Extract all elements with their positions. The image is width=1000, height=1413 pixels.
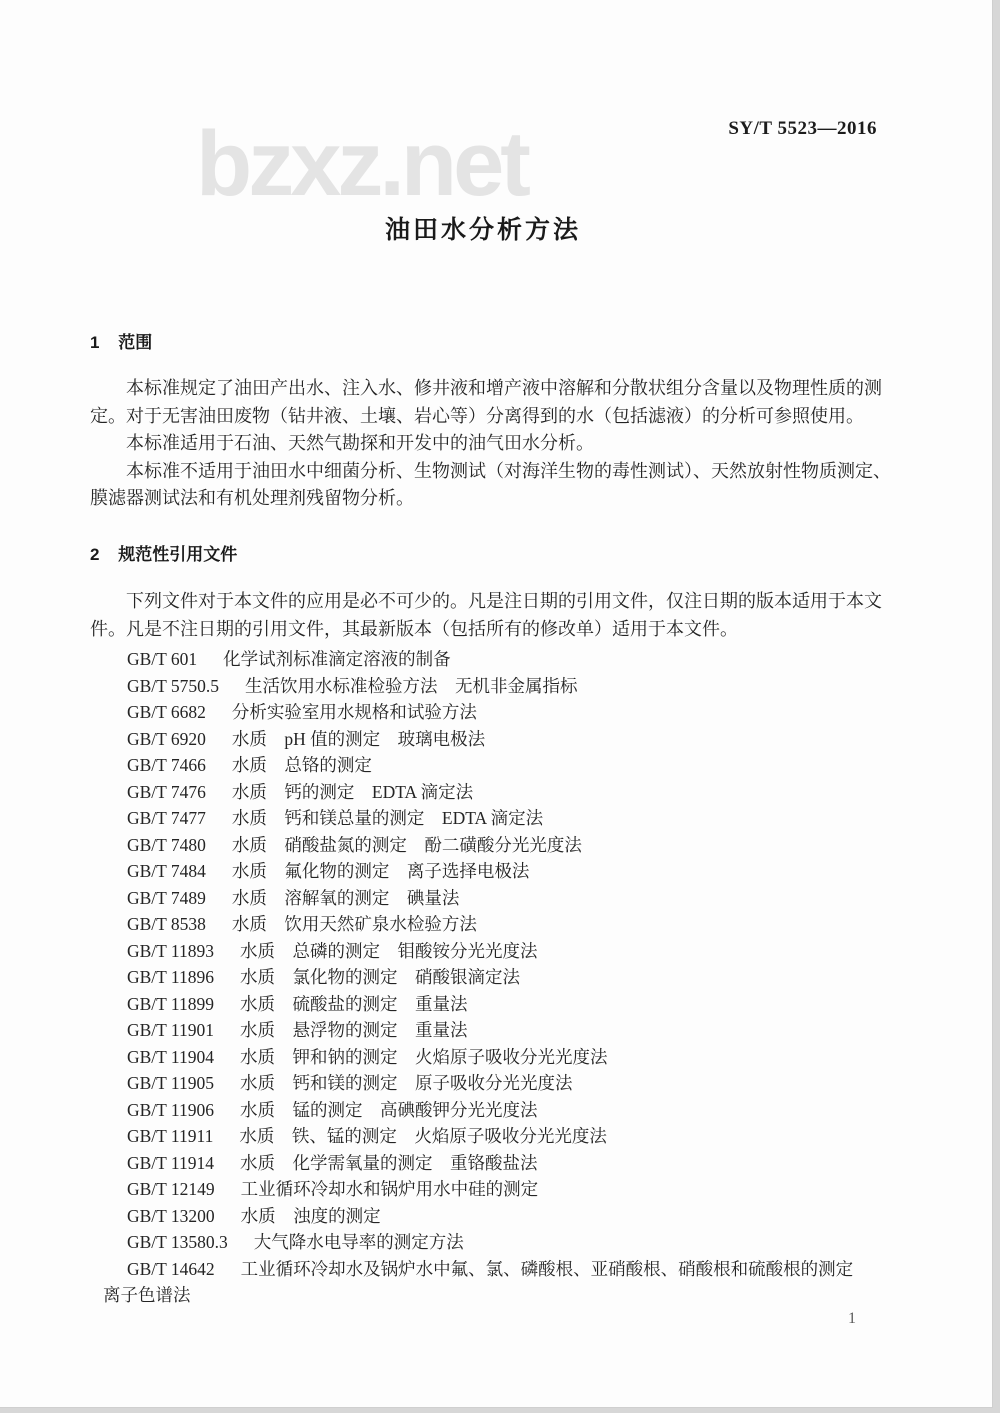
reference-title: 水质 总铬的测定 — [231, 755, 372, 775]
section-2-title: 规范性引用文件 — [118, 545, 238, 564]
reference-code: GB/T 11905 — [127, 1073, 215, 1093]
reference-code: GB/T 14642 — [127, 1258, 215, 1279]
reference-code: GB/T 11911 — [127, 1126, 214, 1146]
reference-title: 水质 锰的测定 高碘酸钾分光光度法 — [240, 1099, 538, 1120]
reference-code: GB/T 6682 — [127, 702, 206, 722]
reference-item — [103, 805, 910, 832]
reference-item — [103, 646, 910, 673]
reference-title: 水质 浊度的测定 — [240, 1205, 381, 1226]
reference-title: 分析实验室用水规格和试验方法 — [231, 702, 477, 722]
standard-code-header: SY/T 5523—2016 — [728, 118, 877, 139]
reference-code: GB/T 7480 — [127, 834, 206, 855]
reference-code: GB/T 11899 — [127, 993, 215, 1014]
paragraph: 下列文件对于本文件的应用是必不可少的。凡是注日期的引用文件，仅注日期的版本适用于本文 件。凡是不注日期的引用文件，其最新版本（包括所有的修改单）适用于本文件。 — [90, 591, 882, 639]
reference-item — [103, 1150, 910, 1177]
reference-code: GB/T 11896 — [127, 967, 215, 987]
references-list — [90, 646, 910, 1309]
paragraph: 本标准适用于石油、天然气勘探和开发中的油气田水分析。 — [126, 433, 594, 454]
reference-code: GB/T 6920 — [127, 728, 206, 749]
reference-title: 水质 饮用天然矿泉水检验方法 — [231, 914, 477, 934]
reference-item — [103, 1256, 910, 1309]
paragraph: 本标准不适用于油田水中细菌分析、生物测试（对海洋生物的毒性测试）、天然放射性物质测定、 膜滤器测试法和有机处理剂残留物分析。 — [90, 460, 891, 509]
reference-item — [103, 858, 910, 885]
reference-item — [103, 1097, 910, 1124]
reference-item — [103, 1203, 910, 1230]
reference-title: 水质 钙的测定 EDTA 滴定法 — [231, 781, 474, 802]
reference-item — [103, 1017, 910, 1044]
reference-code: GB/T 7477 — [127, 808, 206, 828]
reference-title: 水质 化学需氧量的测定 重铬酸盐法 — [240, 1152, 538, 1173]
reference-item — [103, 832, 910, 859]
reference-item — [103, 699, 910, 726]
reference-title: 水质 pH 值的测定 玻璃电极法 — [231, 728, 486, 749]
reference-title: 水质 氟化物的测定 离子选择电极法 — [231, 861, 530, 881]
reference-code: GB/T 12149 — [127, 1179, 215, 1199]
reference-item — [103, 938, 910, 965]
section-2-body — [90, 588, 910, 643]
reference-code: GB/T 11906 — [127, 1099, 215, 1120]
reference-item — [103, 673, 910, 700]
reference-code: GB/T 7476 — [127, 781, 206, 802]
reference-title: 生活饮用水标准检验方法 无机非金属指标 — [245, 675, 578, 696]
reference-title: 工业循环冷却水和锅炉用水中硅的测定 — [240, 1179, 539, 1199]
reference-title: 大气降水电导率的测定方法 — [253, 1232, 464, 1252]
reference-title: 水质 氯化物的测定 硝酸银滴定法 — [240, 967, 521, 987]
reference-code: GB/T 7466 — [127, 755, 206, 775]
reference-item — [103, 1123, 910, 1150]
reference-code: GB/T 11904 — [127, 1046, 215, 1067]
reference-code: GB/T 7484 — [127, 861, 206, 881]
section-2-number: 2 — [90, 545, 100, 564]
section-1-heading — [90, 328, 152, 353]
reference-item — [103, 752, 910, 779]
reference-item — [103, 1044, 910, 1071]
reference-title: 水质 硝酸盐氮的测定 酚二磺酸分光光度法 — [231, 834, 582, 855]
reference-code: GB/T 5750.5 — [127, 675, 220, 696]
reference-title: 工业循环冷却水及锅炉水中氟、氯、磷酸根、亚硝酸根、硝酸根和硫酸根的测定 离子色谱法 — [103, 1258, 854, 1305]
reference-item — [103, 1070, 910, 1097]
reference-title: 化学试剂标准滴定溶液的制备 — [223, 649, 451, 669]
reference-item — [103, 991, 910, 1018]
reference-item — [103, 1176, 910, 1203]
watermark-bzxz: bzxz.net — [196, 113, 527, 215]
reference-title: 水质 悬浮物的测定 重量法 — [240, 1020, 468, 1040]
reference-code: GB/T 7489 — [127, 887, 206, 908]
reference-title: 水质 钾和钠的测定 火焰原子吸收分光光度法 — [240, 1046, 608, 1067]
reference-title: 水质 硫酸盐的测定 重量法 — [240, 993, 468, 1014]
reference-code: GB/T 601 — [127, 649, 198, 669]
reference-item — [103, 911, 910, 938]
section-1-number: 1 — [90, 333, 100, 352]
reference-title: 水质 铁、锰的测定 火焰原子吸收分光光度法 — [239, 1126, 607, 1146]
paragraph: 本标准规定了油田产出水、注入水、修井液和增产液中溶解和分散状组分含量以及物理性质的测 定。对于无害油田废物（钻井液、土壤、岩心等）分离得到的水（包括滤液）的分析可参照使用。 — [90, 378, 882, 426]
reference-title: 水质 钙和镁的测定 原子吸收分光光度法 — [240, 1073, 573, 1093]
page-number: 1 — [848, 1310, 856, 1327]
reference-code: GB/T 11893 — [127, 940, 215, 961]
reference-title: 水质 总磷的测定 钼酸铵分光光度法 — [240, 940, 538, 961]
reference-item — [103, 885, 910, 912]
section-1-body — [90, 375, 910, 513]
reference-title: 水质 钙和镁总量的测定 EDTA 滴定法 — [231, 808, 544, 828]
reference-code: GB/T 11914 — [127, 1152, 215, 1173]
reference-item — [103, 726, 910, 753]
document-title: 油田水分析方法 — [384, 216, 581, 244]
section-2-heading — [90, 540, 237, 565]
reference-item — [103, 1229, 910, 1256]
reference-item — [103, 779, 910, 806]
reference-item — [103, 964, 910, 991]
reference-code: GB/T 13580.3 — [127, 1232, 228, 1252]
reference-code: GB/T 8538 — [127, 914, 206, 934]
section-1-title: 范围 — [118, 333, 153, 352]
reference-title: 水质 溶解氧的测定 碘量法 — [231, 887, 460, 908]
reference-code: GB/T 11901 — [127, 1020, 215, 1040]
reference-code: GB/T 13200 — [127, 1205, 215, 1226]
